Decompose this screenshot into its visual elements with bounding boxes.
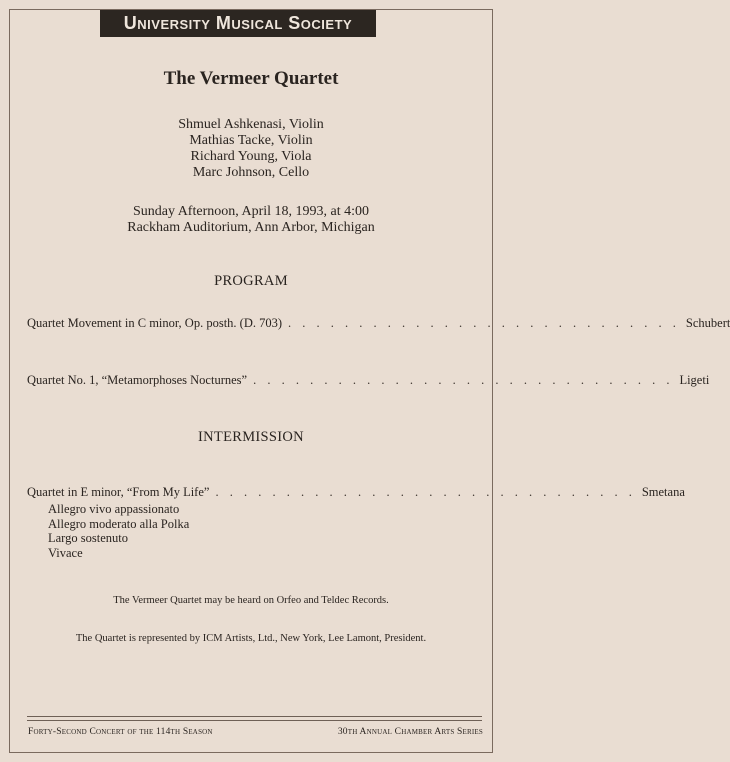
event-venue: Rackham Auditorium, Ann Arbor, Michigan xyxy=(127,220,375,235)
dot-leader: . . . . . . . . . . . . . . . . . . . . . . . . . . . . . . xyxy=(253,373,674,387)
performer-1: Shmuel Ashkenasi, Violin xyxy=(178,117,324,132)
footer-rule-bottom xyxy=(27,720,482,721)
recordings-note: The Vermeer Quartet may be heard on Orfeo and Teldec Records. xyxy=(113,595,389,606)
movement-4: Vivace xyxy=(48,545,83,560)
work-title: Quartet Movement in C minor, Op. posth. (D. 703) xyxy=(27,316,283,330)
movement-1: Allegro vivo appassionato xyxy=(48,502,180,516)
composer: Smetana xyxy=(641,485,685,499)
movement-2: Allegro moderato alla Polka xyxy=(48,516,190,531)
work-title: Quartet No. 1, “Metamorphoses Nocturnes” xyxy=(27,373,248,387)
series-name: 30th Annual Chamber Arts Series xyxy=(337,727,483,737)
representation-note: The Quartet is represented by ICM Artists, Ltd., New York, Lee Lamont, President. xyxy=(75,633,427,644)
program-heading: PROGRAM xyxy=(214,273,288,289)
performer-2: Mathias Tacke, Violin xyxy=(189,133,313,148)
program-item xyxy=(27,316,730,331)
composer: Schubert xyxy=(685,316,730,330)
dot-leader: . . . . . . . . . . . . . . . . . . . . . . . . . . . . xyxy=(288,316,680,330)
program-item xyxy=(27,373,710,388)
footer-rule-top xyxy=(27,716,482,717)
performer-3: Richard Young, Viola xyxy=(190,149,312,164)
performer-4: Marc Johnson, Cello xyxy=(192,165,310,180)
society-name: University Musical Society xyxy=(123,13,353,33)
program-item xyxy=(27,485,685,500)
society-banner xyxy=(100,10,376,37)
event-date: Sunday Afternoon, April 18, 1993, at 4:00 xyxy=(132,204,370,219)
performer-list xyxy=(0,117,502,181)
intermission-heading: INTERMISSION xyxy=(198,429,304,445)
concert-title: The Vermeer Quartet xyxy=(163,68,339,89)
composer: Ligeti xyxy=(679,373,710,387)
movement-list xyxy=(48,502,189,560)
concert-number: Forty-Second Concert of the 114th Season xyxy=(28,727,213,737)
dot-leader: . . . . . . . . . . . . . . . . . . . . . . . . . . . . . . xyxy=(215,485,636,499)
work-title: Quartet in E minor, “From My Life” xyxy=(27,485,210,499)
movement-3: Largo sostenuto xyxy=(48,531,128,545)
event-details xyxy=(0,204,502,236)
